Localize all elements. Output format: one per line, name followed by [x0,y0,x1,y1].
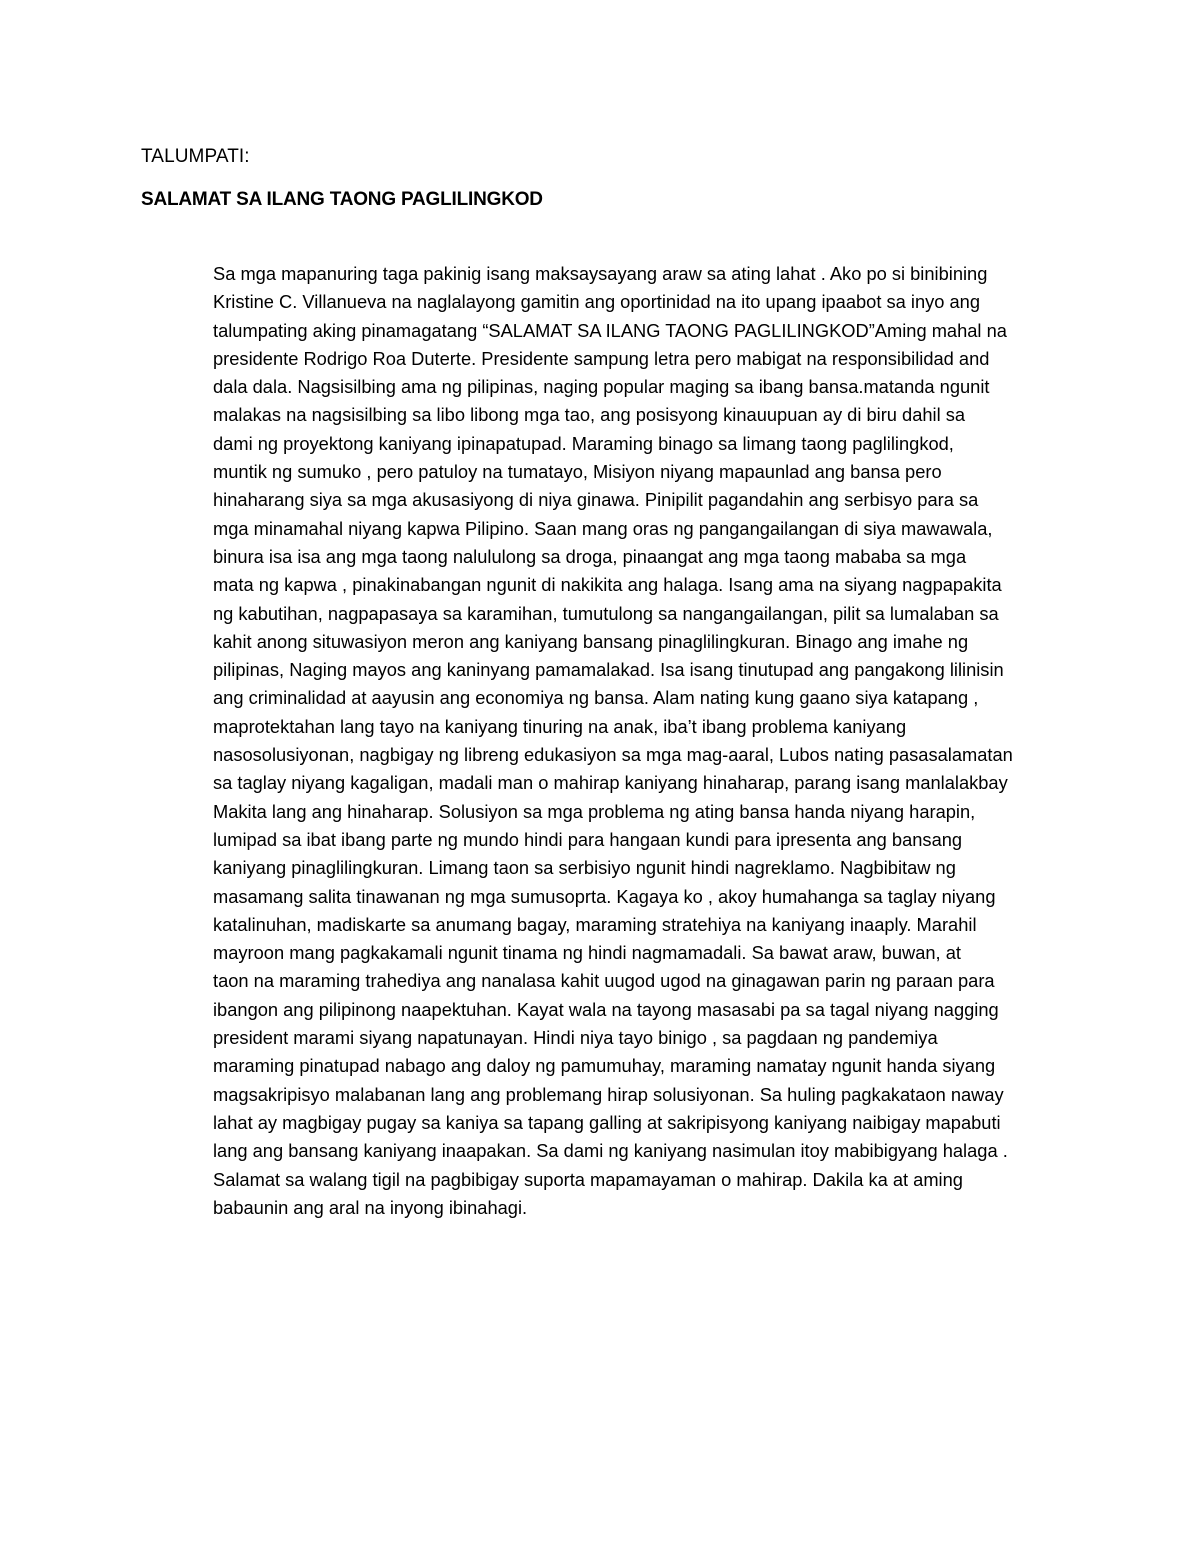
speech-line: lahat ay magbigay pugay sa kaniya sa tapang galling at sakripisyong kaniyang naibigay mapabuti [213,1111,1001,1133]
speech-line: maraming pinatupad nabago ang daloy ng pamumuhay, maraming namatay ngunit handa siyang [213,1055,996,1077]
speech-line: magsakripisyo malabanan lang ang problemang hirap solusiyonan. Sa huling pagkakataon naway [213,1083,1004,1105]
speech-line: Makita lang ang hinaharap. Solusiyon sa mga problema ng ating bansa handa niyang harapin, [213,800,976,822]
speech-line: taon na maraming trahediya ang nanalasa kahit uugod ugod na ginagawan parin ng paraan para [213,970,995,992]
speech-line: mata ng kapwa , pinakinabangan ngunit di nakikita ang halaga. Isang ama na siyang nagpapakita [213,574,1002,596]
speech-line: ang criminalidad at aayusin ang economiya ng bansa. Alam nating kung gaano siya katapang , [213,687,979,709]
speech-line: Sa mga mapanuring taga pakinig isang maksaysayang araw sa ating lahat . Ako po si binibining [213,263,988,284]
speech-line: hinaharang siya sa mga akusasiyong di niya ginawa. Pinipilit pagandahin ang serbisyo para sa [213,489,979,511]
speech-line: president marami siyang napatunayan. Hindi niya tayo binigo , sa pagdaan ng pandemiya [213,1027,938,1049]
speech-line: maprotektahan lang tayo na kaniyang tinuring na anak, iba’t ibang problema kaniyang [213,715,907,737]
speech-line: lang ang bansang kaniyang inaapakan. Sa dami ng kaniyang nasimulan itoy mabibigyang halaga . [213,1140,1008,1162]
speech-line: muntik ng sumuko , pero patuloy na tumatayo, Misiyon niyang mapaunlad ang bansa pero [213,461,942,483]
speech-line: sa taglay niyang kagaligan, madali man o mahirap kaniyang hinaharap, parang isang manlalakbay [213,772,1008,794]
speech-line: masamang salita tinawanan ng mga sumusoprta. Kagaya ko , akoy humahanga sa taglay niyang [213,885,996,907]
speech-line: talumpating aking pinamagatang “SALAMAT SA ILANG TAONG PAGLILINGKOD”Aming mahal na [213,319,1007,341]
speech-line: nasosolusiyonan, nagbigay ng libreng edukasiyon sa mga mag-aaral, Lubos nating pasasalamatan [213,744,1013,766]
speech-line: babaunin ang aral na inyong ibinahagi. [213,1196,528,1218]
speech-line: dala dala. Nagsisilbing ama ng pilipinas, naging popular maging sa ibang bansa.matanda ngunit [213,376,990,398]
document-label: TALUMPATI: [141,146,250,167]
speech-line: kahit anong situwasiyon meron ang kaniyang bansang pinaglilingkuran. Binago ang imahe ng [213,630,969,652]
speech-line: mga minamahal niyang kapwa Pilipino. Saan mang oras ng pangangailangan di siya mawawala, [213,517,993,539]
speech-line: katalinuhan, madiskarte sa anumang bagay, maraming stratehiya na kaniyang inaaply. Marahil [213,913,977,935]
speech-body [213,260,1073,1222]
speech-line: ng kabutihan, nagpapasaya sa karamihan, tumutulong sa nangangailangan, pilit sa lumalaban sa [213,602,999,624]
speech-line: Salamat sa walang tigil na pagbibigay suporta mapamayaman o mahirap. Dakila ka at aming [213,1168,963,1190]
speech-line: pilipinas, Naging mayos ang kaninyang pamamalakad. Isa isang tinutupad ang pangakong lilinisin [213,659,1004,681]
speech-line: lumipad sa ibat ibang parte ng mundo hindi para hangaan kundi para ipresenta ang bansang [213,828,963,850]
speech-line: mayroon mang pagkakamali ngunit tinama ng hindi nagmamadali. Sa bawat araw, buwan, at [213,942,961,964]
speech-line: dami ng proyektong kaniyang ipinapatupad. Maraming binago sa limang taong paglilingkod, [213,432,954,454]
speech-line: malakas na nagsisilbing sa libo libong mga tao, ang posisyong kinauupuan ay di biru dahil sa [213,404,966,426]
speech-line: binura isa isa ang mga taong nalululong sa droga, pinaangat ang mga taong mababa sa mga [213,545,967,567]
speech-line: presidente Rodrigo Roa Duterte. Presidente sampung letra pero mabigat na responsibilidad and [213,347,990,369]
document-title: SALAMAT SA ILANG TAONG PAGLILINGKOD [141,189,543,210]
speech-line: ibangon ang pilipinong naapektuhan. Kayat wala na tayong masasabi pa sa tagal niyang nagging [213,998,999,1020]
speech-line: Kristine C. Villanueva na naglalayong gamitin ang oportinidad na ito upang ipaabot sa inyo ang [213,291,981,313]
speech-line: kaniyang pinaglilingkuran. Limang taon sa serbisiyo ngunit hindi nagreklamo. Nagbibitaw ng [213,857,956,879]
